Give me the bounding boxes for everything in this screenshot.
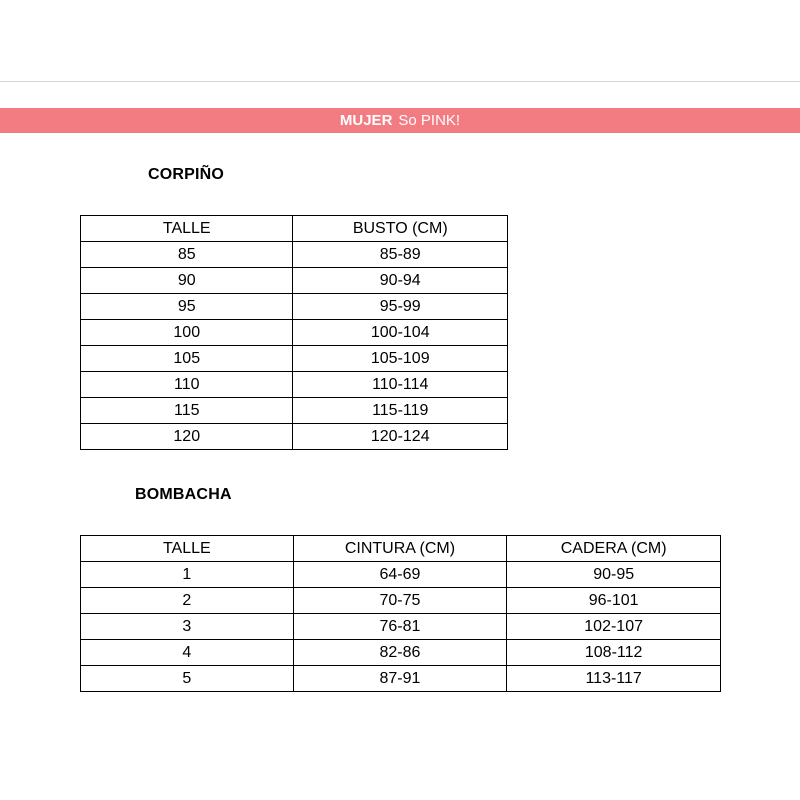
table-cell-cintura: 82-86 xyxy=(293,640,507,666)
column-header: CINTURA (CM) xyxy=(293,536,507,562)
table-cell-cintura: 70-75 xyxy=(293,588,507,614)
table-cell-cadera: 108-112 xyxy=(507,640,721,666)
table-cell-talle: 95 xyxy=(81,294,293,320)
table-cell-talle: 90 xyxy=(81,268,293,294)
banner-mujer-so-pink xyxy=(0,108,800,133)
table-cell-busto: 85-89 xyxy=(293,242,508,268)
table-row xyxy=(81,372,508,398)
table-cell-cadera: 90-95 xyxy=(507,562,721,588)
table-row xyxy=(81,562,721,588)
table-cell-talle: 2 xyxy=(81,588,294,614)
table-cell-busto: 90-94 xyxy=(293,268,508,294)
table-row xyxy=(81,666,721,692)
table-cell-talle: 1 xyxy=(81,562,294,588)
table-cell-talle: 115 xyxy=(81,398,293,424)
table-row xyxy=(81,268,508,294)
column-header: TALLE xyxy=(81,216,293,242)
table-cell-busto: 120-124 xyxy=(293,424,508,450)
corpino-size-table xyxy=(80,215,508,450)
bombacha-size-table xyxy=(80,535,721,692)
table-cell-talle: 100 xyxy=(81,320,293,346)
table-cell-busto: 110-114 xyxy=(293,372,508,398)
table-row xyxy=(81,320,508,346)
table-row xyxy=(81,640,721,666)
table-cell-busto: 105-109 xyxy=(293,346,508,372)
table-cell-talle: 85 xyxy=(81,242,293,268)
column-header: CADERA (CM) xyxy=(507,536,721,562)
banner-subtitle: So PINK! xyxy=(398,112,461,129)
bombacha-section-title: BOMBACHA xyxy=(135,486,232,503)
table-row xyxy=(81,242,508,268)
corpino-section-title: CORPIÑO xyxy=(148,166,225,183)
table-cell-cadera: 96-101 xyxy=(507,588,721,614)
table-cell-busto: 95-99 xyxy=(293,294,508,320)
top-divider xyxy=(0,81,800,82)
column-header: TALLE xyxy=(81,536,294,562)
table-header-row xyxy=(81,536,721,562)
table-cell-cadera: 102-107 xyxy=(507,614,721,640)
banner-title: MUJER xyxy=(339,112,393,129)
table-cell-talle: 110 xyxy=(81,372,293,398)
table-cell-talle: 105 xyxy=(81,346,293,372)
table-row xyxy=(81,398,508,424)
table-cell-busto: 100-104 xyxy=(293,320,508,346)
table-cell-cintura: 87-91 xyxy=(293,666,507,692)
table-cell-cintura: 64-69 xyxy=(293,562,507,588)
table-row xyxy=(81,614,721,640)
table-cell-busto: 115-119 xyxy=(293,398,508,424)
column-header: BUSTO (CM) xyxy=(293,216,508,242)
table-cell-talle: 120 xyxy=(81,424,293,450)
table-cell-cadera: 113-117 xyxy=(507,666,721,692)
table-row xyxy=(81,424,508,450)
table-row xyxy=(81,346,508,372)
table-cell-talle: 5 xyxy=(81,666,294,692)
table-row xyxy=(81,294,508,320)
table-header-row xyxy=(81,216,508,242)
table-cell-cintura: 76-81 xyxy=(293,614,507,640)
table-cell-talle: 4 xyxy=(81,640,294,666)
table-cell-talle: 3 xyxy=(81,614,294,640)
table-row xyxy=(81,588,721,614)
